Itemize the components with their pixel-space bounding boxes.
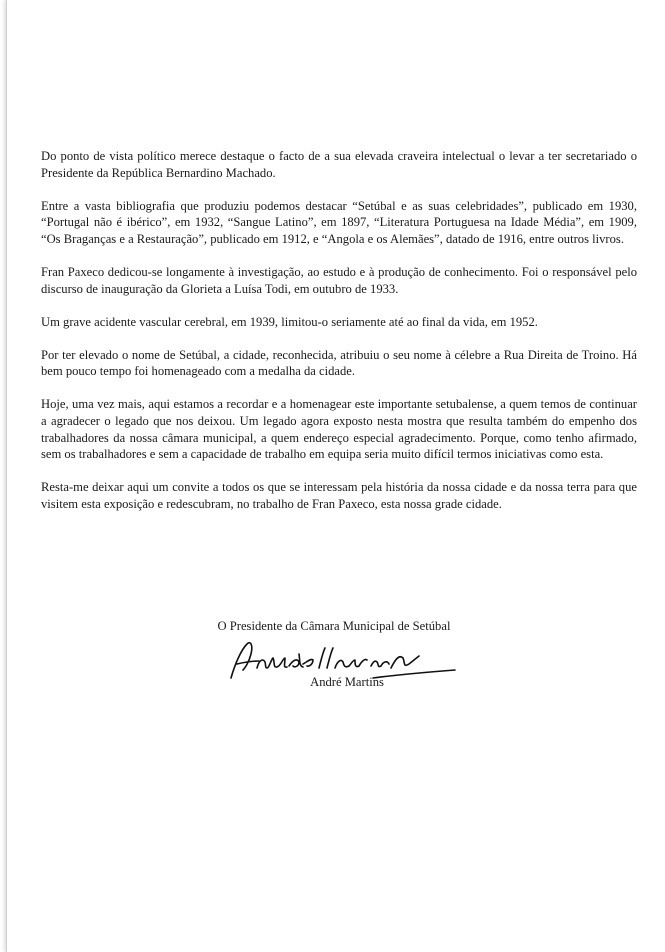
paragraph-street-name: Por ter elevado o nome de Setúbal, a cidade, reconhecida, atribuiu o seu nome à célebre a Rua Direita de Troino. Há bem pouco tempo foi homenageado com a medalha da cidade.	[41, 347, 637, 379]
document-page	[6, 0, 665, 952]
paragraph-invitation: Resta-me deixar aqui um convite a todos os que se interessam pela história da nossa cidade e da nossa terra para que visitem esta exposição e redescubram, no trabalho de Fran Paxeco, esta nossa grade cidade.	[41, 480, 637, 511]
signatory-name: André Martins	[310, 675, 384, 689]
paragraph-bibliography: Entre a vasta bibliografia que produziu podemos destacar “Setúbal e as suas celebridades”, publicado em 1930, “Portugal não é ibérico”, em 1932, “Sangue Latino”, em 1897, “Literatura Portuguesa na Idade Média”, em 1909, “Os Braganças e a Restauração”, publicado em 1912, e “Angola e os Alemães”, datado de 1916, entre outros livros.	[41, 198, 637, 246]
signatory-role: O Presidente da Câmara Municipal de Setúbal	[217, 619, 451, 633]
paragraph-illness: Um grave acidente vascular cerebral, em 1939, limitou-o seriamente até ao final da vida, em 1952.	[41, 314, 538, 329]
paragraph-research: Fran Paxeco dedicou-se longamente à investigação, ao estudo e à produção de conhecimento. Foi o responsável pelo discurso de inauguração da Glorieta a Luísa Todi, em outubro de 1933.	[41, 264, 637, 296]
signature-block	[207, 618, 487, 690]
paragraph-political: Do ponto de vista político merece destaque o facto de a sua elevada craveira intelectual o levar a ter secretariado o Presidente da República Bernardino Machado.	[41, 149, 637, 180]
paragraph-homage: Hoje, uma vez mais, aqui estamos a recordar e a homenagear este importante setubalense, a quem temos de continuar a agradecer o legado que nos deixou. Um legado agora exposto nesta mostra que resulta também do empenho dos trabalhadores da nossa câmara municipal, a quem endereço especial agradecimento. Porque, como tenho afirmado, sem os trabalhadores e sem a capacidade de trabalho em equipa seria muito difícil termos iniciativas como esta.	[41, 397, 637, 462]
letter-body	[41, 148, 637, 529]
